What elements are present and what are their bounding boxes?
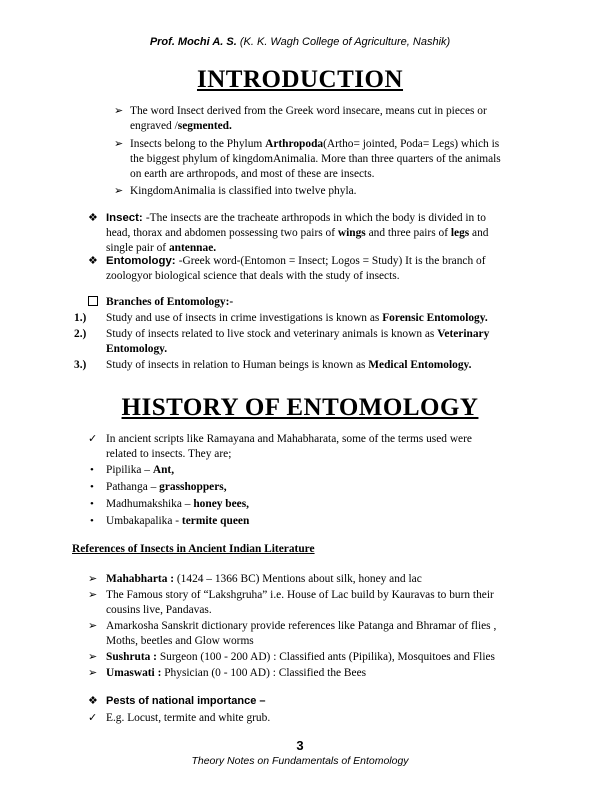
page-header (0, 36, 600, 48)
star-bullet-icon: ❖ (88, 212, 98, 224)
branches-heading: Branches of Entomology:- (106, 296, 234, 308)
term-item: Pipilika – Ant, (106, 464, 175, 476)
checkbox-icon (88, 296, 98, 311)
arrow-bullet-icon: ➢ (88, 620, 98, 632)
page-footer: Theory Notes on Fundamentals of Entomology (191, 755, 409, 767)
branch-forensic: Study and use of insects in crime investigations is known as Forensic Entomology. (106, 312, 488, 324)
header-affiliation: (K. K. Wagh College of Agriculture, Nashik) (239, 36, 451, 48)
header-author: Prof. Mochi A. S. (149, 36, 237, 48)
term-item: Umbakapalika - termite queen (106, 515, 250, 527)
reference-umaswati: Umaswati : Physician (0 - 100 AD) : Classified the Bees (106, 667, 367, 679)
entomology-definition: Entomology: -Greek word-(Entomon = Insect; Logos = Study) It is the branch of zoologyor biological science that deals with the study of insects. (106, 255, 486, 282)
references-heading: References of Insects in Ancient Indian Literature (72, 543, 315, 555)
arrow-bullet-icon: ➢ (114, 105, 124, 117)
reference-lakshgruha: The Famous story of “Lakshgruha” i.e. House of Lac build by Kauravas to burn their cousins live, Pandavas. (106, 589, 494, 616)
list-number: 3.) (74, 359, 87, 371)
list-number: 1.) (74, 312, 87, 324)
dot-bullet-icon: • (90, 498, 94, 510)
history-heading: HISTORY OF ENTOMOLOGY (121, 394, 479, 421)
branch-veterinary: Study of insects related to live stock and veterinary animals is known as Veterinary Entomology. (106, 328, 490, 355)
list-number: 2.) (74, 328, 87, 340)
intro-bullet-1: The word Insect derived from the Greek word insecare, means cut in pieces or engraved /segmented. (130, 105, 487, 132)
arrow-bullet-icon: ➢ (88, 667, 98, 679)
arrow-bullet-icon: ➢ (114, 138, 124, 150)
check-mark-icon: ✓ (88, 712, 98, 724)
reference-sushruta: Sushruta : Surgeon (100 - 200 AD) : Classified ants (Pipilika), Mosquitoes and Flies (106, 651, 495, 663)
dot-bullet-icon: • (90, 515, 94, 527)
star-bullet-icon: ❖ (88, 255, 98, 267)
check-mark-icon: ✓ (88, 433, 98, 445)
reference-mahabharta: Mahabharta : (1424 – 1366 BC) Mentions about silk, honey and lac (106, 573, 422, 585)
arrow-bullet-icon: ➢ (88, 589, 98, 601)
dot-bullet-icon: • (90, 464, 94, 476)
arrow-bullet-icon: ➢ (88, 573, 98, 585)
star-bullet-icon: ❖ (88, 695, 98, 707)
arrow-bullet-icon: ➢ (88, 651, 98, 663)
branch-medical: Study of insects in relation to Human beings is known as Medical Entomology. (106, 359, 472, 371)
intro-bullet-3: KingdomAnimalia is classified into twelve phyla. (130, 185, 357, 197)
pests-example: E.g. Locust, termite and white grub. (106, 712, 271, 724)
dot-bullet-icon: • (90, 481, 94, 493)
term-item: Madhumakshika – honey bees, (106, 498, 250, 510)
intro-bullet-2: Insects belong to the Phylum Arthropoda(Artho= jointed, Poda= Legs) which is the biggest phylum of kingdomAnimalia. More than three quarters of the animals on earth are arthropods, and most of these are insects. (130, 138, 501, 180)
introduction-heading: INTRODUCTION (196, 66, 404, 93)
page-number: 3 (296, 738, 304, 753)
history-intro: In ancient scripts like Ramayana and Mahabharata, some of the terms used were related to insects. They are; (106, 433, 472, 460)
arrow-bullet-icon: ➢ (114, 185, 124, 197)
term-item: Pathanga – grasshoppers, (106, 481, 227, 493)
insect-definition: Insect: -The insects are the tracheate arthropods in which the body is divided in to head, thorax and abdomen possessing two pairs of wings and three pairs of legs and single pair of antennae. (106, 212, 489, 254)
reference-amarkosha: Amarkosha Sanskrit dictionary provide references like Patanga and Bhramar of flies , Moths, beetles and Glow worms (106, 620, 497, 647)
pests-heading: Pests of national importance – (106, 695, 266, 707)
